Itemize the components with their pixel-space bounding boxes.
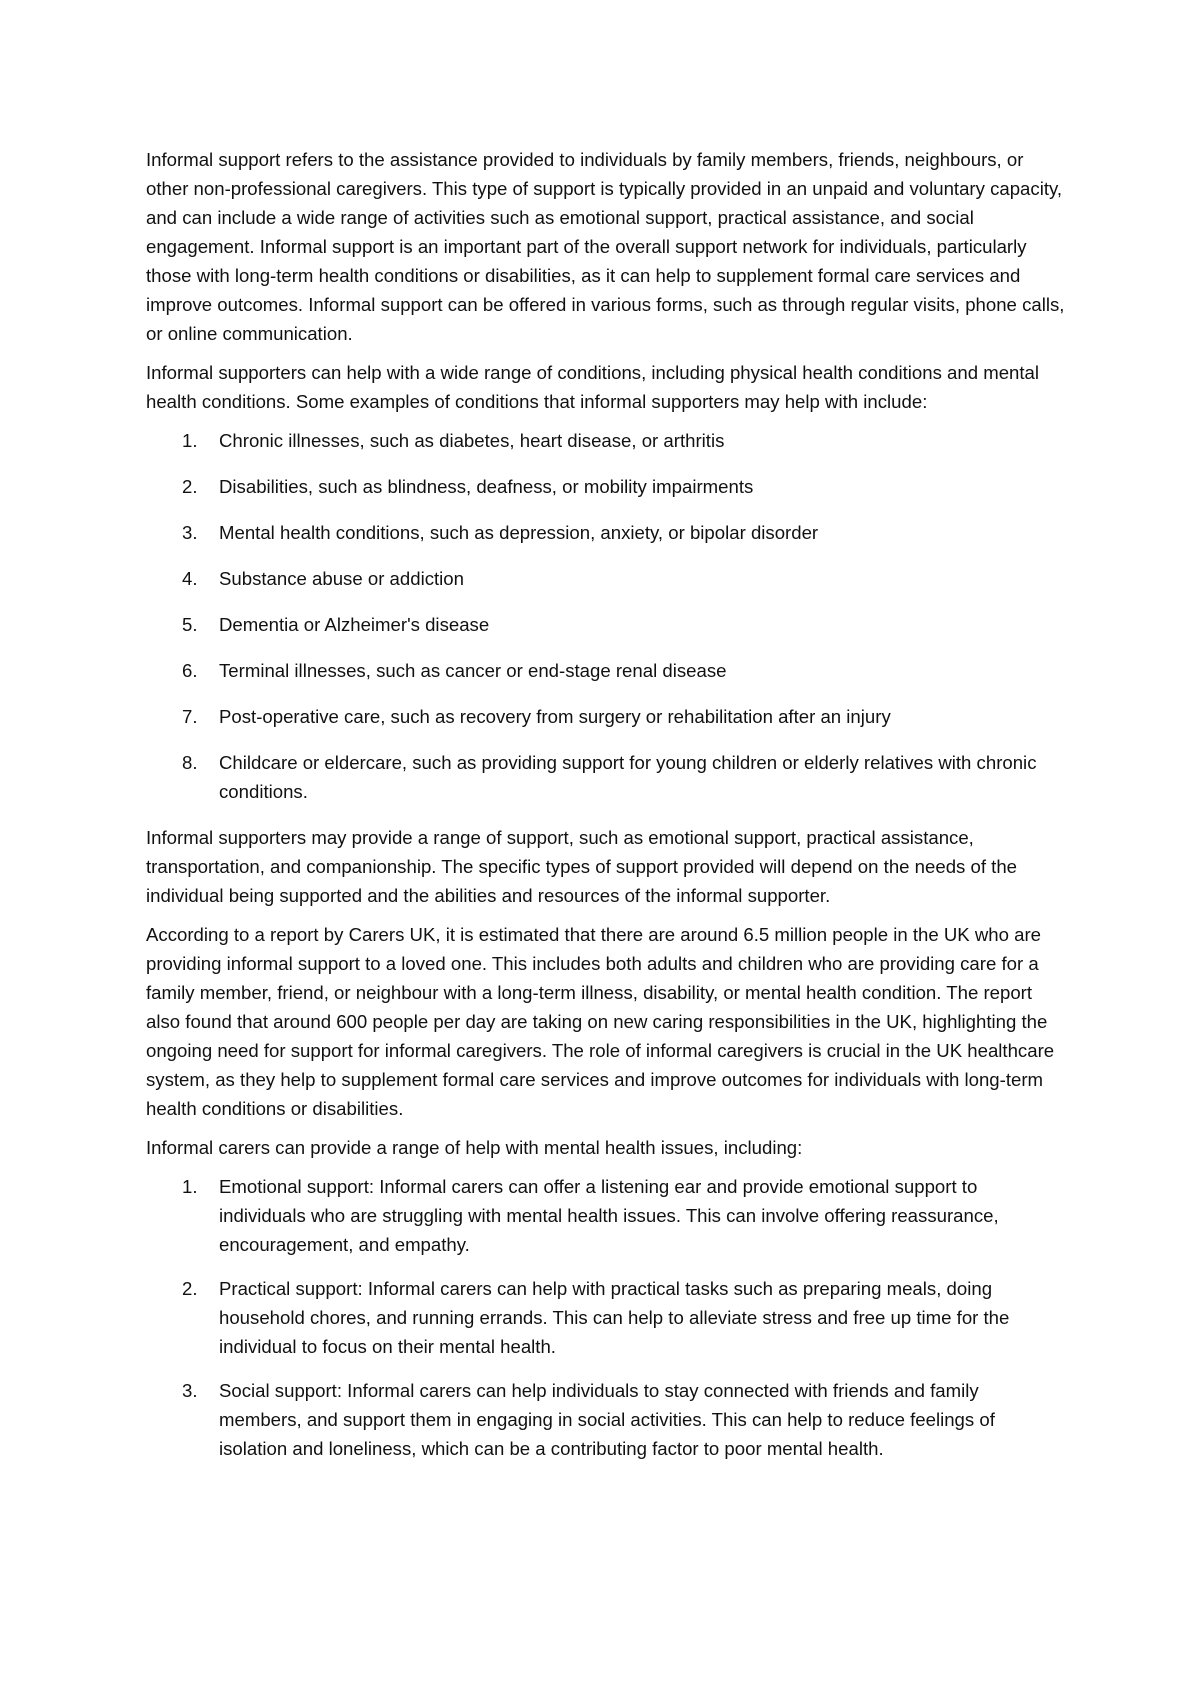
list-item bbox=[146, 1376, 1066, 1463]
list-item-text: Emotional support: Informal carers can offer a listening ear and provide emotional support to individuals who are struggling with mental health issues. This can involve offering reassurance, encouragement, and empathy. bbox=[219, 1176, 999, 1255]
list-number: 2. bbox=[182, 1278, 198, 1299]
intro-paragraph: Informal support refers to the assistance provided to individuals by family members, friends, neighbours, or other non-professional caregivers. This type of support is typically provided in an unpaid and voluntary capacity, and can include a wide range of activities such as emotional support, practical assistance, and social engagement. Informal support is an important part of the overall support network for individuals, particularly those with long-term health conditions or disabilities, as it can help to supplement formal care services and improve outcomes. Informal support can be offered in various forms, such as through regular visits, phone calls, or online communication. bbox=[146, 149, 1065, 344]
list-item bbox=[146, 518, 1066, 547]
list-item-text: Practical support: Informal carers can help with practical tasks such as preparing meals, doing household chores, and running errands. This can help to alleviate stress and free up time for the individual to focus on their mental health. bbox=[219, 1278, 1010, 1357]
list-number: 1. bbox=[182, 1176, 198, 1197]
list-number: 3. bbox=[182, 1380, 198, 1401]
list-item bbox=[146, 748, 1066, 806]
list-item bbox=[146, 1172, 1066, 1259]
list-number: 1. bbox=[182, 430, 198, 451]
list-number: 7. bbox=[182, 706, 198, 727]
list-number: 6. bbox=[182, 660, 198, 681]
mental-health-intro-paragraph: Informal carers can provide a range of help with mental health issues, including: bbox=[146, 1137, 803, 1158]
carers-uk-paragraph: According to a report by Carers UK, it is estimated that there are around 6.5 million people in the UK who are providing informal support to a loved one. This includes both adults and children who are providing care for a family member, friend, or neighbour with a long-term illness, disability, or mental health condition. The report also found that around 600 people per day are taking on new caring responsibilities in the UK, highlighting the ongoing need for support for informal caregivers. The role of informal caregivers is crucial in the UK healthcare system, as they help to supplement formal care services and improve outcomes for individuals with long-term health conditions or disabilities. bbox=[146, 924, 1055, 1119]
list-item bbox=[146, 1274, 1066, 1361]
conditions-intro-paragraph: Informal supporters can help with a wide range of conditions, including physical health conditions and mental health conditions. Some examples of conditions that informal supporters may help with include: bbox=[146, 362, 1040, 412]
list-item bbox=[146, 426, 1066, 455]
mental-health-help-list bbox=[146, 1172, 1066, 1463]
list-item-text: Substance abuse or addiction bbox=[219, 568, 464, 589]
list-number: 8. bbox=[182, 752, 198, 773]
document-page bbox=[146, 145, 1066, 1478]
list-item-text: Dementia or Alzheimer's disease bbox=[219, 614, 490, 635]
list-number: 5. bbox=[182, 614, 198, 635]
list-item-text: Disabilities, such as blindness, deafness, or mobility impairments bbox=[219, 476, 754, 497]
list-number: 4. bbox=[182, 568, 198, 589]
list-item-text: Social support: Informal carers can help individuals to stay connected with friends and family members, and support them in engaging in social activities. This can help to reduce feelings of isolation and loneliness, which can be a contributing factor to poor mental health. bbox=[219, 1380, 995, 1459]
list-item-text: Terminal illnesses, such as cancer or end-stage renal disease bbox=[219, 660, 727, 681]
conditions-list bbox=[146, 426, 1066, 806]
list-item bbox=[146, 610, 1066, 639]
list-item bbox=[146, 472, 1066, 501]
list-item-text: Post-operative care, such as recovery from surgery or rehabilitation after an injury bbox=[219, 706, 891, 727]
list-item bbox=[146, 564, 1066, 593]
list-item-text: Childcare or eldercare, such as providing support for young children or elderly relatives with chronic conditions. bbox=[219, 752, 1037, 802]
support-types-paragraph: Informal supporters may provide a range of support, such as emotional support, practical assistance, transportation, and companionship. The specific types of support provided will depend on the needs of the individual being supported and the abilities and resources of the informal supporter. bbox=[146, 827, 1018, 906]
list-number: 2. bbox=[182, 476, 198, 497]
list-item-text: Mental health conditions, such as depression, anxiety, or bipolar disorder bbox=[219, 522, 819, 543]
list-item-text: Chronic illnesses, such as diabetes, heart disease, or arthritis bbox=[219, 430, 725, 451]
list-item bbox=[146, 702, 1066, 731]
list-number: 3. bbox=[182, 522, 198, 543]
list-item bbox=[146, 656, 1066, 685]
